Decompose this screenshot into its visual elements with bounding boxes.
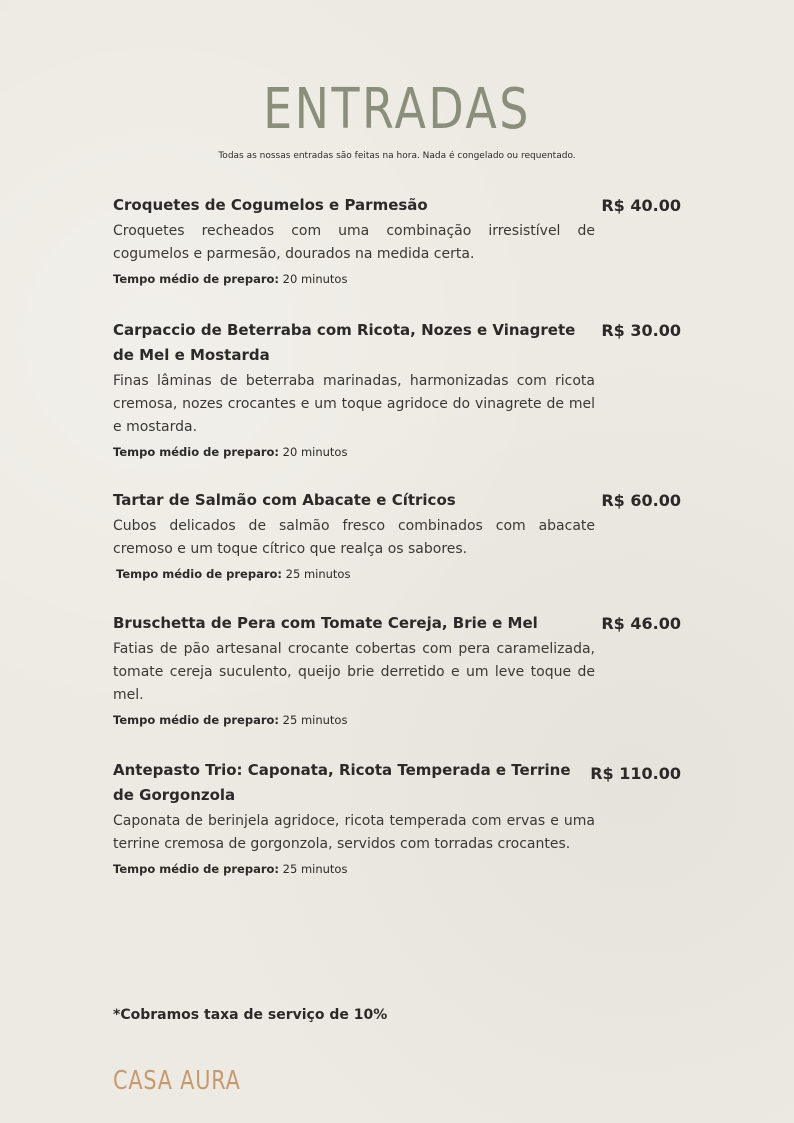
- item-description: Fatias de pão artesanal crocante cobertas com pera caramelizada, tomate cereja suculento, queijo brie derretido e um leve toque de mel.: [113, 641, 595, 703]
- item-price: R$ 30.00: [601, 321, 681, 340]
- menu-item: [113, 611, 683, 730]
- item-prep-time: [113, 564, 683, 584]
- item-prep-time: [113, 859, 683, 879]
- item-description: Cubos delicados de salmão fresco combinados com abacate cremoso e um toque cítrico que realça os sabores.: [113, 518, 595, 557]
- item-name: Tartar de Salmão com Abacate e Cítricos: [113, 491, 456, 509]
- item-prep-time: [113, 269, 683, 289]
- menu-item: [113, 488, 683, 584]
- page-title: ENTRADAS: [263, 77, 531, 142]
- item-name: Bruschetta de Pera com Tomate Cereja, Brie e Mel: [113, 614, 538, 632]
- item-description: Finas lâminas de beterraba marinadas, harmonizadas com ricota cremosa, nozes crocantes e um toque agridoce do vinagrete de mel e mostarda.: [113, 373, 595, 435]
- prep-time-value: 20 minutos: [282, 272, 348, 286]
- page-subtitle: Todas as nossas entradas são feitas na hora. Nada é congelado ou requentado.: [218, 151, 576, 161]
- prep-time-label: Tempo médio de preparo:: [113, 445, 279, 459]
- item-name: Croquetes de Cogumelos e Parmesão: [113, 196, 428, 214]
- menu-item: [113, 318, 683, 462]
- service-fee-note: *Cobramos taxa de serviço de 10%: [113, 1007, 388, 1023]
- prep-time-value: 20 minutos: [282, 445, 348, 459]
- item-price: R$ 46.00: [601, 614, 681, 633]
- prep-time-value: 25 minutos: [282, 713, 348, 727]
- item-price: R$ 40.00: [601, 196, 681, 215]
- item-description: Caponata de berinjela agridoce, ricota temperada com ervas e uma terrine cremosa de gorgonzola, servidos com torradas crocantes.: [113, 813, 595, 852]
- prep-time-label: Tempo médio de preparo:: [113, 272, 279, 286]
- item-name: Antepasto Trio: Caponata, Ricota Temperada e Terrine de Gorgonzola: [113, 761, 571, 804]
- prep-time-label: Tempo médio de preparo:: [113, 862, 279, 876]
- brand-logo: CASA AURA: [113, 1066, 241, 1096]
- prep-time-value: 25 minutos: [282, 862, 348, 876]
- item-price: R$ 60.00: [601, 491, 681, 510]
- item-prep-time: [113, 442, 683, 462]
- item-name: Carpaccio de Beterraba com Ricota, Nozes e Vinagrete de Mel e Mostarda: [113, 321, 576, 364]
- prep-time-value: 25 minutos: [285, 567, 351, 581]
- prep-time-label: Tempo médio de preparo:: [116, 567, 282, 581]
- menu-item: [113, 193, 683, 289]
- prep-time-label: Tempo médio de preparo:: [113, 713, 279, 727]
- item-prep-time: [113, 710, 683, 730]
- menu-item: [113, 758, 683, 879]
- item-price: R$ 110.00: [590, 764, 681, 783]
- item-description: Croquetes recheados com uma combinação irresistível de cogumelos e parmesão, dourados na medida certa.: [113, 223, 595, 262]
